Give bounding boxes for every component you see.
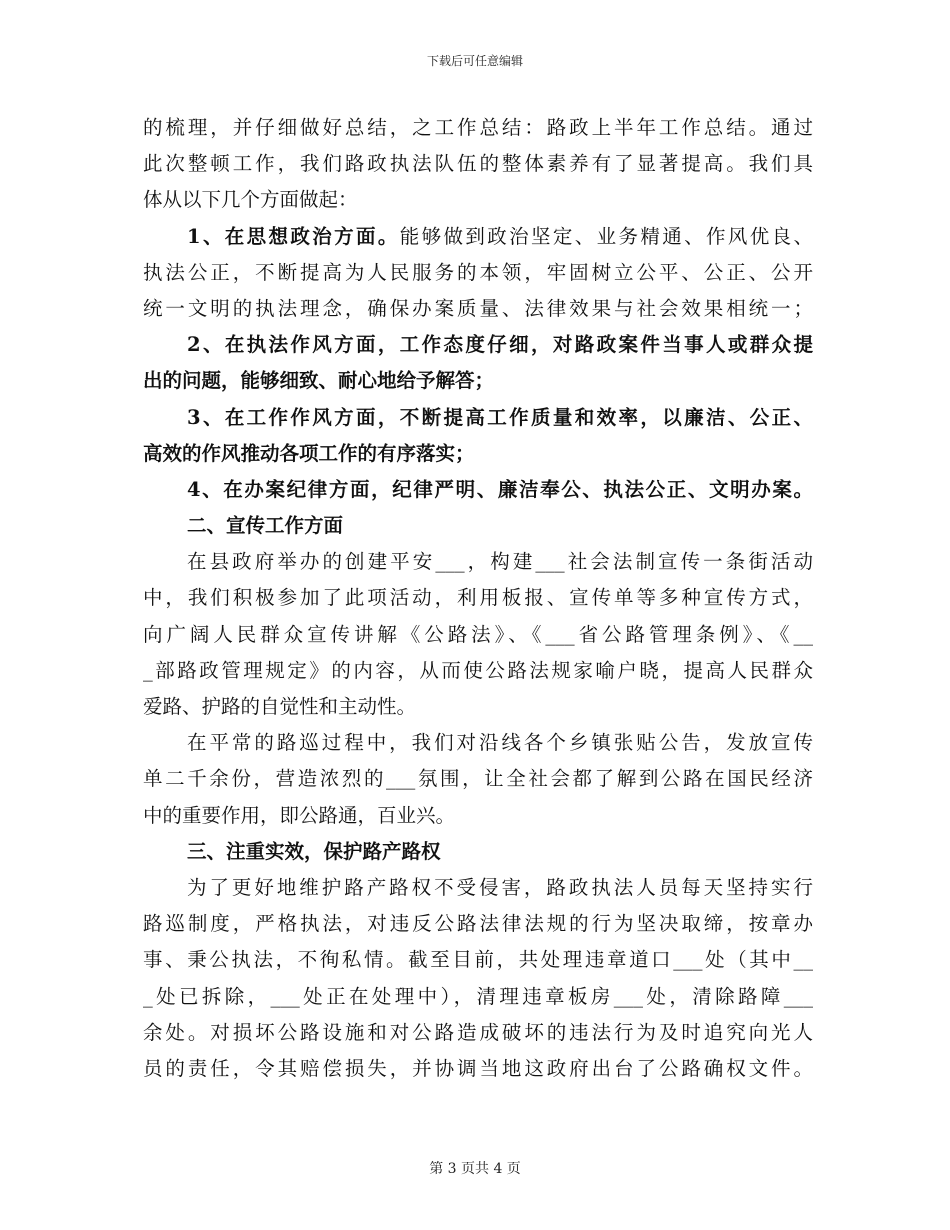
text-line: 爱路、护路的自觉性和主动性。 xyxy=(143,695,417,718)
bold-lead: 1、在思想政治方面。 xyxy=(187,224,400,248)
line-tail: 能够做到政治坚定、业务精通、作风优良、 xyxy=(399,224,813,248)
text-line: _部路政管理规定》的内容，从而使公路法规家喻户晓，提高人民群众 xyxy=(143,658,813,682)
text-line: 体从以下几个方面做起： xyxy=(143,188,358,212)
text-line: 二、宣传工作方面 xyxy=(187,514,344,538)
text-line: 三、注重实效，保护路产路权 xyxy=(187,839,441,863)
text-line: 高效的作风推动各项工作的有序落实； xyxy=(143,441,475,465)
document-body xyxy=(143,110,813,1087)
text-line: 统一文明的执法理念，确保办案质量、法律效果与社会效果相统一； xyxy=(143,296,813,320)
text-line: 中的重要作用，即公路通，百业兴。 xyxy=(143,803,456,827)
text-line: 此次整顿工作，我们路政执法队伍的整体素养有了显著提高。我们具 xyxy=(143,152,813,176)
text-line: 单二千余份，营造浓烈的___氛围，让全社会都了解到公路在国民经济 xyxy=(143,767,813,791)
text-line: _处已拆除，___处正在处理中），清理违章板房___处，清除路障___ xyxy=(143,984,813,1008)
text-line: 在县政府举办的创建平安___，构建___社会法制宣传一条街活动 xyxy=(187,550,813,574)
text-line: 路巡制度，严格执法，对违反公路法律法规的行为坚决取缔，按章办 xyxy=(143,912,813,936)
page-header: 下载后可任意编辑 xyxy=(426,54,523,68)
text-line: 向广阔人民群众宣传讲解《公路法》、《___省公路管理条例》、《__ xyxy=(143,622,813,646)
text-line: 执法公正，不断提高为人民服务的本领，牢固树立公平、公正、公开 xyxy=(143,260,813,284)
text-line: 余处。对损坏公路设施和对公路造成破坏的违法行为及时追究向光人 xyxy=(143,1020,813,1044)
page-footer: 第 3 页共 4 页 xyxy=(429,1161,521,1177)
text-line: 中，我们积极参加了此项活动，利用板报、宣传单等多种宣传方式， xyxy=(143,586,813,610)
text-line: 出的问题，能够细致、耐心地给予解答； xyxy=(143,369,495,393)
text-line: 3、在工作作风方面，不断提高工作质量和效率，以廉洁、公正、 xyxy=(187,405,813,429)
text-line: 的梳理，并仔细做好总结，之工作总结：路政上半年工作总结。通过 xyxy=(143,116,813,139)
text-line: 事、秉公执法，不徇私情。截至目前，共处理违章道口___处（其中__ xyxy=(143,948,813,972)
text-line: 为了更好地维护路产路权不受侵害，路政执法人员每天坚持实行 xyxy=(187,875,813,899)
text-line: 2、在执法作风方面，工作态度仔细，对路政案件当事人或群众提 xyxy=(187,333,813,357)
text-line xyxy=(143,219,813,255)
text-line: 员的责任，令其赔偿损失，并协调当地这政府出台了公路确权文件。 xyxy=(143,1056,813,1080)
text-line: 在平常的路巡过程中，我们对沿线各个乡镇张贴公告，发放宣传 xyxy=(187,731,813,755)
text-line: 4、在办案纪律方面，纪律严明、廉洁奉公、执法公正、文明办案。 xyxy=(187,477,813,501)
